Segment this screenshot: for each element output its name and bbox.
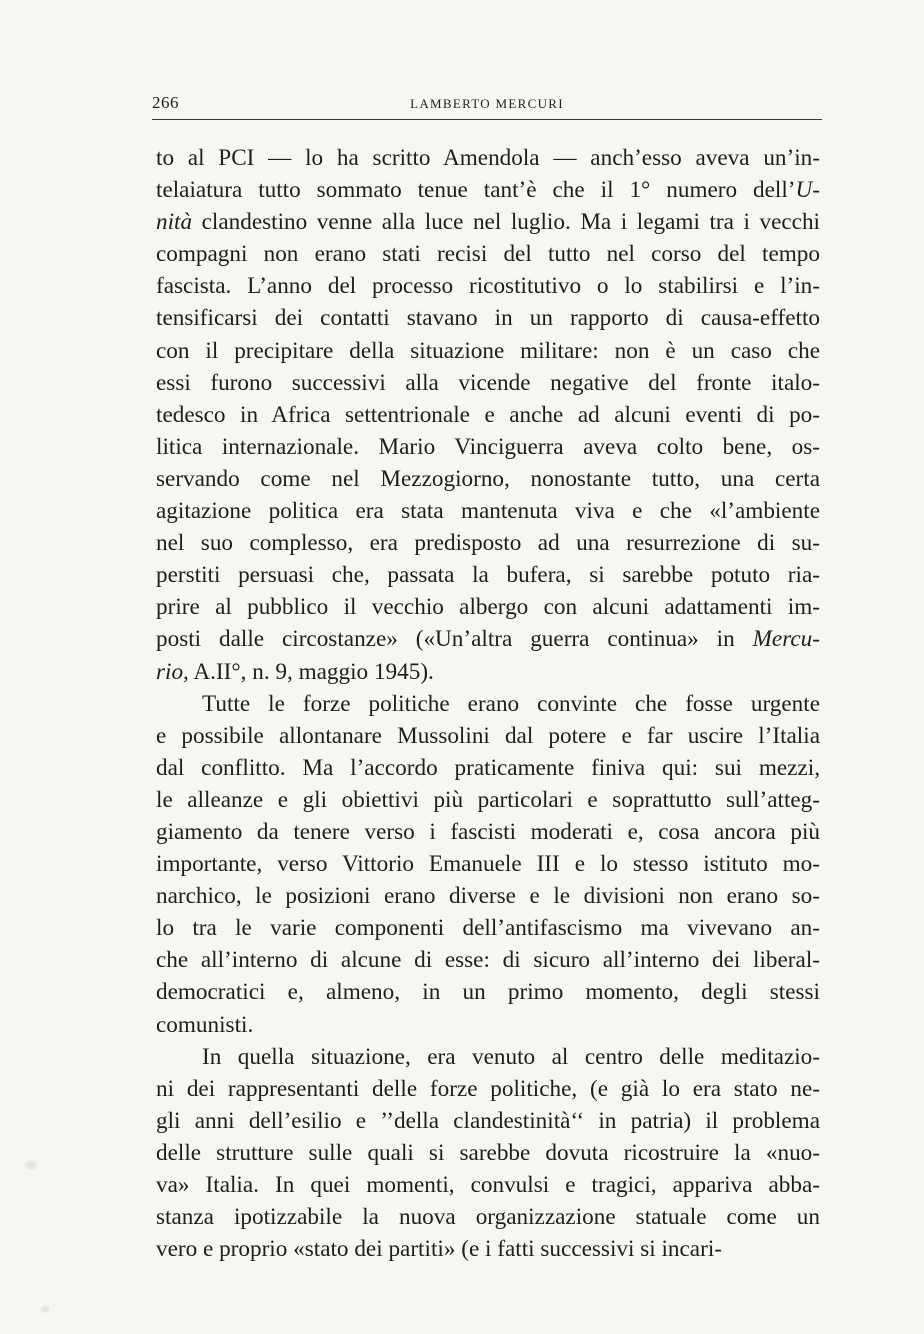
text-line (156, 1105, 820, 1137)
text-line (156, 238, 820, 270)
text-run: litica internazionale. Mario Vinciguerra aveva colto bene, os- (156, 433, 820, 460)
text-run: A.II°, n. 9, maggio 1945). (188, 658, 434, 685)
text-line (156, 1073, 820, 1105)
running-head: LAMBERTO MERCURI (410, 96, 564, 111)
text-line (156, 1137, 820, 1169)
text-run: lo tra le varie componenti dell’antifascismo ma vivevano an- (156, 915, 820, 942)
text-run: telaiatura tutto sommato tenue tant’è che il 1° numero dell’ (156, 177, 796, 204)
text-run: e possibile allontanare Mussolini dal potere e far uscire l’Italia (156, 722, 820, 749)
text-line (156, 367, 820, 399)
text-run: gli anni dell’esilio e ’’della clandestinità‘‘ in patria) il problema (156, 1107, 820, 1134)
text-run: In quella situazione, era venuto al centro delle meditazio- (202, 1043, 820, 1070)
text-run: essi furono successivi alla vicende negative del fronte italo- (156, 369, 820, 396)
text-run: le alleanze e gli obiettivi più particolari e soprattutto sull’atteg- (156, 786, 820, 813)
text-line (156, 752, 820, 784)
text-run: tedesco in Africa settentrionale e anche ad alcuni eventi di po- (156, 401, 820, 428)
text-line (156, 527, 820, 559)
text-run: va» Italia. In quei momenti, convulsi e tragici, appariva abba- (156, 1172, 820, 1198)
text-line (156, 1233, 820, 1265)
italic-text: nità (156, 209, 193, 236)
text-line (156, 399, 820, 431)
text-line (156, 142, 820, 174)
text-run: prire al pubblico il vecchio albergo con alcuni adattamenti im- (156, 594, 820, 621)
text-line (156, 784, 820, 816)
text-run: agitazione politica era stata mantenuta viva e che «l’ambiente (156, 498, 820, 525)
scan-speck (24, 1160, 38, 1170)
text-run: comunisti. (156, 1011, 254, 1038)
text-run: vero e proprio «stato dei partiti» (e i fatti successivi si incari- (156, 1236, 722, 1263)
text-run: to al PCI — lo ha scritto Amendola — anch’esso aveva un’in- (156, 145, 820, 171)
text-run: tensificarsi dei contatti stavano in un rapporto di causa-effetto (156, 305, 820, 332)
text-line (156, 302, 820, 334)
text-run: compagni non erano stati recisi del tutto nel corso del tempo (156, 241, 820, 268)
body-text (156, 142, 820, 1265)
text-line (156, 720, 820, 752)
text-line (156, 495, 820, 527)
text-line (156, 174, 820, 206)
text-run: perstiti persuasi che, passata la bufera, si sarebbe potuto ria- (156, 562, 820, 589)
text-line (156, 270, 820, 302)
text-run: servando come nel Mezzogiorno, nonostante tutto, una certa (156, 465, 820, 492)
text-line (156, 816, 820, 848)
text-run: nel suo complesso, era predisposto ad una resurrezione di su- (156, 530, 820, 557)
text-line (156, 206, 820, 238)
text-line (156, 688, 820, 720)
text-run: delle strutture sulle quali si sarebbe dovuta ricostruire la «nuo- (156, 1139, 820, 1166)
text-line (156, 976, 820, 1008)
text-line (156, 623, 820, 655)
text-line (156, 1201, 820, 1233)
text-line (156, 912, 820, 944)
text-line (156, 559, 820, 591)
text-run: narchico, le posizioni erano diverse e le divisioni non erano so- (156, 883, 820, 910)
text-run: democratici e, almeno, in un primo momento, degli stessi (156, 979, 820, 1006)
text-run: stanza ipotizzabile la nuova organizzazione statuale come un (156, 1204, 820, 1231)
text-run: fascista. L’anno del processo ricostitutivo o lo stabilirsi e l’in- (156, 273, 820, 300)
text-line (156, 1009, 820, 1041)
text-run: clandestino venne alla luce nel luglio. Ma i legami tra i vecchi (192, 209, 820, 236)
text-run: importante, verso Vittorio Emanuele III e lo stesso istituto mo- (156, 851, 820, 878)
text-run: che all’interno di alcune di esse: di sicuro all’interno dei liberal- (156, 947, 820, 974)
text-run: ni dei rappresentanti delle forze politiche, (e già lo era stato ne- (156, 1075, 820, 1102)
text-line (156, 880, 820, 912)
text-line (156, 848, 820, 880)
italic-text: U- (795, 177, 820, 204)
text-run: posti dalle circostanze» («Un’altra guerra continua» in (156, 626, 753, 653)
text-line (156, 463, 820, 495)
text-line (156, 431, 820, 463)
text-line (156, 944, 820, 976)
text-line (156, 1169, 820, 1201)
text-line (156, 656, 820, 688)
italic-text: Mercu- (752, 626, 820, 653)
text-run: giamento da tenere verso i fascisti moderati e, cosa ancora più (156, 818, 820, 845)
text-run: dal conflitto. Ma l’accordo praticamente finiva qui: sui mezzi, (156, 754, 820, 781)
scan-speck (40, 1305, 50, 1313)
page-number: 266 (152, 93, 179, 112)
text-line (156, 335, 820, 367)
text-line (156, 1041, 820, 1073)
text-run: con il precipitare della situazione militare: non è un caso che (156, 337, 820, 364)
text-run: Tutte le forze politiche erano convinte che fosse urgente (202, 690, 820, 717)
page-header (152, 93, 822, 120)
italic-text: rio, (156, 658, 189, 685)
text-line (156, 591, 820, 623)
